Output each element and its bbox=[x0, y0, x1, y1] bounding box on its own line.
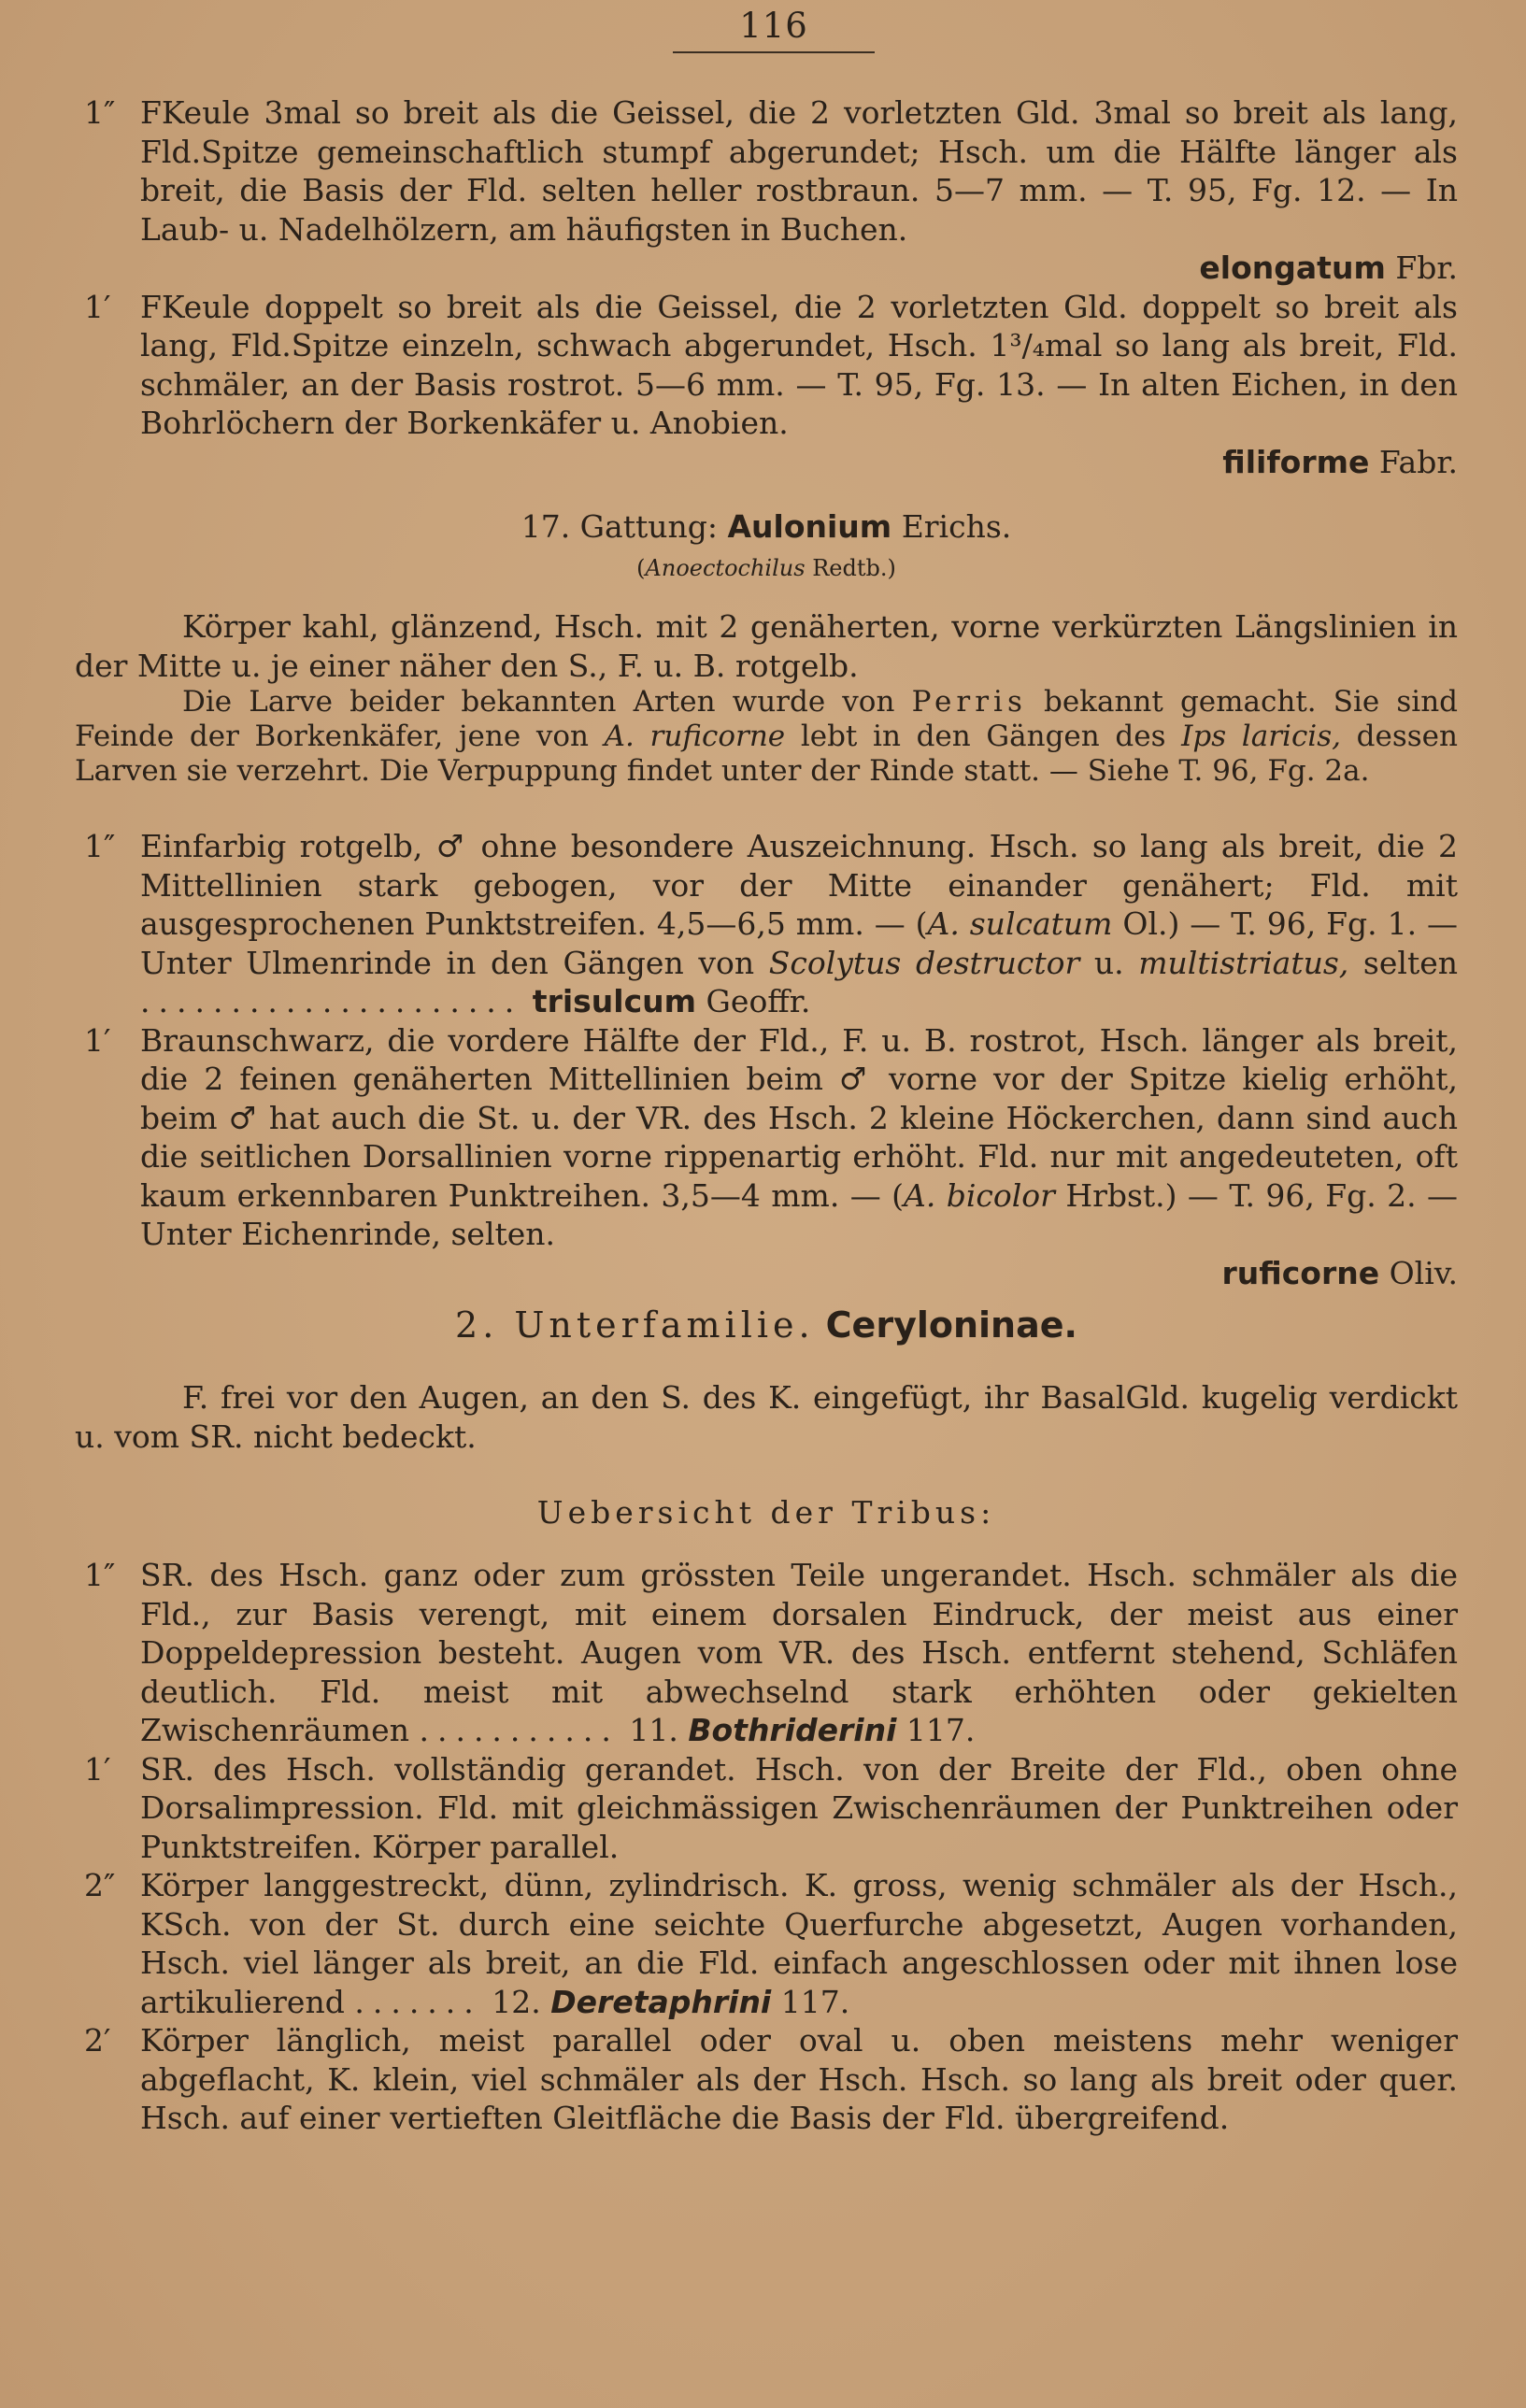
key-entry: 1′ Braunschwarz, die vordere Hälfte der Fld., F. u. B. rostrot, Hsch. länger als breit, die 2 feinen genäherten Mittellinien beim ♂ vorne vor der Spitze kielig erhöht, beim ♂ hat auch die St. u. der VR. des Hsch. 2 kleine Höckerchen, dann sind auch die seitlichen Dorsallinien vorne rippenartig erhöht. Fld. nur mit angedeuteten, oft kaum erkennbaren Punktreihen. 3,5—4 mm. — (A. bicolor Hrbst.) — T. 96, Fg. 2. — Unter Eichenrinde, selten. bbox=[84, 1021, 1458, 1252]
entry-number: 1′ bbox=[84, 1750, 111, 1788]
tribe-name: Deretaphrini bbox=[550, 1983, 772, 2020]
species-author: Oliv. bbox=[1389, 1254, 1458, 1291]
page-number: 116 bbox=[739, 6, 808, 46]
key-block-top bbox=[75, 93, 1458, 481]
subfamily-description: F. frei vor den Augen, an den S. des K. eingefügt, ihr BasalGld. kugelig verdickt u. vom SR. nicht bedeckt. bbox=[75, 1379, 1458, 1455]
subfamily-heading bbox=[75, 1306, 1458, 1346]
entry-text: FKeule doppelt so breit als die Geissel, die 2 vorletzten Gld. doppelt so breit als lang, Fld.Spitze einzeln, schwach abgerundet, Hsch. 1³/₄mal so lang als breit, Fld. schmäler, an der Basis rostrot. 5—6 mm. — T. 95, Fg. 13. — In alten Eichen, in den Bohrlöchern der Borkenkäfer u. Anobien. bbox=[140, 288, 1458, 441]
page-number-rule bbox=[673, 51, 875, 53]
tribus-entry: 1″ SR. des Hsch. ganz oder zum grössten Teile ungerandet. Hsch. schmäler als die Fld., zur Basis verengt, mit einem dorsalen Eindruck, der meist aus einer Doppeldepression besteht. Augen vom VR. des Hsch. entfernt stehend, Schläfen deutlich. Fld. meist mit abwechselnd stark erhöhten oder gekielten Zwischenräumen ........... 11. Bothriderini 117. bbox=[84, 1557, 1458, 1748]
genus-author: Erichs. bbox=[901, 508, 1012, 545]
species-name: elongatum bbox=[1199, 249, 1386, 286]
entry-text: FKeule 3mal so breit als die Geissel, die 2 vorletzten Gld. 3mal so breit als lang, Fld.Spitze gemeinschaftlich stumpf abgerundet; Hsch. um die Hälfte länger als breit, die Basis der Fld. selten heller rostbraun. 5—7 mm. — T. 95, Fg. 12. — In Laub- u. Nadelhölzern, am häufigsten in Buchen. bbox=[140, 94, 1458, 248]
genus-prefix: 17. Gattung: bbox=[521, 508, 718, 545]
tribus-entry: 2′ Körper länglich, meist parallel oder oval u. oben meistens mehr weniger abgeflacht, K. klein, viel schmäler als der Hsch. Hsch. so lang als breit oder quer. Hsch. auf einer vertieften Gleitfläche die Basis der Fld. übergreifend. bbox=[84, 2022, 1458, 2136]
entry-number: 2′ bbox=[84, 2022, 111, 2059]
tribus-entry: 2″ Körper langgestreckt, dünn, zylindrisch. K. gross, wenig schmäler als der Hsch., KSch. von der St. durch eine seichte Querfurche abgesetzt, Augen vorhanden, Hsch. viel länger als breit, an die Fld. einfach angeschlossen oder mit ihnen lose artikulierend ....... 12. Deretaphrini 117. bbox=[84, 1867, 1458, 2020]
key-entry bbox=[75, 93, 1458, 249]
larva-note: Die Larve beider bekannten Arten wurde von Perris bekannt gemacht. Sie sind Feinde der Borkenkäfer, jene von A. ruficorne lebt in den Gängen des Ips laricis, dessen Larven sie verzehrt. Die Verpuppung findet unter der Rinde statt. — Siehe T. 96, Fg. 2a. bbox=[75, 685, 1459, 788]
key-block-genus bbox=[75, 827, 1458, 1292]
tribe-page: 117. bbox=[780, 1983, 850, 2020]
species-author: Fabr. bbox=[1378, 443, 1458, 480]
entry-number: 1″ bbox=[84, 94, 116, 131]
genus-description: Körper kahl, glänzend, Hsch. mit 2 genäherten, vorne verkürzten Längslinien in der Mitte u. je einer näher den S., F. u. B. rotgelb. bbox=[75, 608, 1458, 684]
tribe-page: 117. bbox=[906, 1712, 976, 1748]
key-entry bbox=[75, 288, 1458, 443]
tribe-number: 11. bbox=[629, 1712, 678, 1748]
subfamily-description-block bbox=[75, 1378, 1458, 1456]
author-perris: Perris bbox=[911, 685, 1027, 719]
entry-number: 1″ bbox=[84, 1557, 116, 1593]
genus-heading bbox=[75, 507, 1458, 547]
species-author: Geoffr. bbox=[706, 983, 811, 1019]
entry-number: 1′ bbox=[84, 288, 111, 325]
tribus-key bbox=[75, 1556, 1458, 2138]
species-line bbox=[75, 1254, 1458, 1293]
tribe-name: Bothriderini bbox=[688, 1712, 897, 1748]
tribe-number: 12. bbox=[492, 1983, 541, 2020]
genus-description-block bbox=[75, 607, 1458, 789]
subfamily-name: Ceryloninae. bbox=[825, 1304, 1077, 1346]
synonym-name: Anoectochilus bbox=[645, 555, 806, 581]
species-author: Fbr. bbox=[1395, 249, 1458, 286]
species-line bbox=[75, 249, 1458, 288]
overview-title: Uebersicht der Tribus: bbox=[536, 1494, 996, 1531]
synonym-author: Redtb.) bbox=[812, 555, 896, 581]
key-entry: 1″ Einfarbig rotgelb, ♂ ohne besondere Auszeichnung. Hsch. so lang als breit, die 2 Mittellinien stark gebogen, vor der Mitte einander genähert; Fld. mit ausgesprochenen Punktstreifen. 4,5—6,5 mm. — (A. sulcatum Ol.) — T. 96, Fg. 1. — Unter Ulmenrinde in den Gängen von Scolytus destructor u. multistriatus, selten ..................... trisulcum Geoffr. bbox=[84, 828, 1458, 1019]
entry-number: 2″ bbox=[84, 1867, 116, 1903]
species-line bbox=[75, 443, 1458, 482]
tribus-entry: 1′ SR. des Hsch. vollständig gerandet. Hsch. von der Breite der Fld., oben ohne Dorsalimpression. Fld. mit gleichmässigen Zwischenräumen der Punktreihen oder Punktstreifen. Körper parallel. bbox=[84, 1750, 1458, 1865]
species-name: filiforme bbox=[1222, 443, 1370, 480]
entry-number: 1′ bbox=[84, 1021, 111, 1059]
species-name: ruficorne bbox=[1221, 1254, 1380, 1291]
species-name: trisulcum bbox=[532, 983, 697, 1019]
subfamily-prefix: 2. Unterfamilie. bbox=[455, 1304, 815, 1346]
genus-synonym: (Anoectochilus Redtb.) bbox=[636, 555, 896, 581]
entry-number: 1″ bbox=[84, 828, 116, 864]
genus-name: Aulonium bbox=[727, 508, 892, 545]
